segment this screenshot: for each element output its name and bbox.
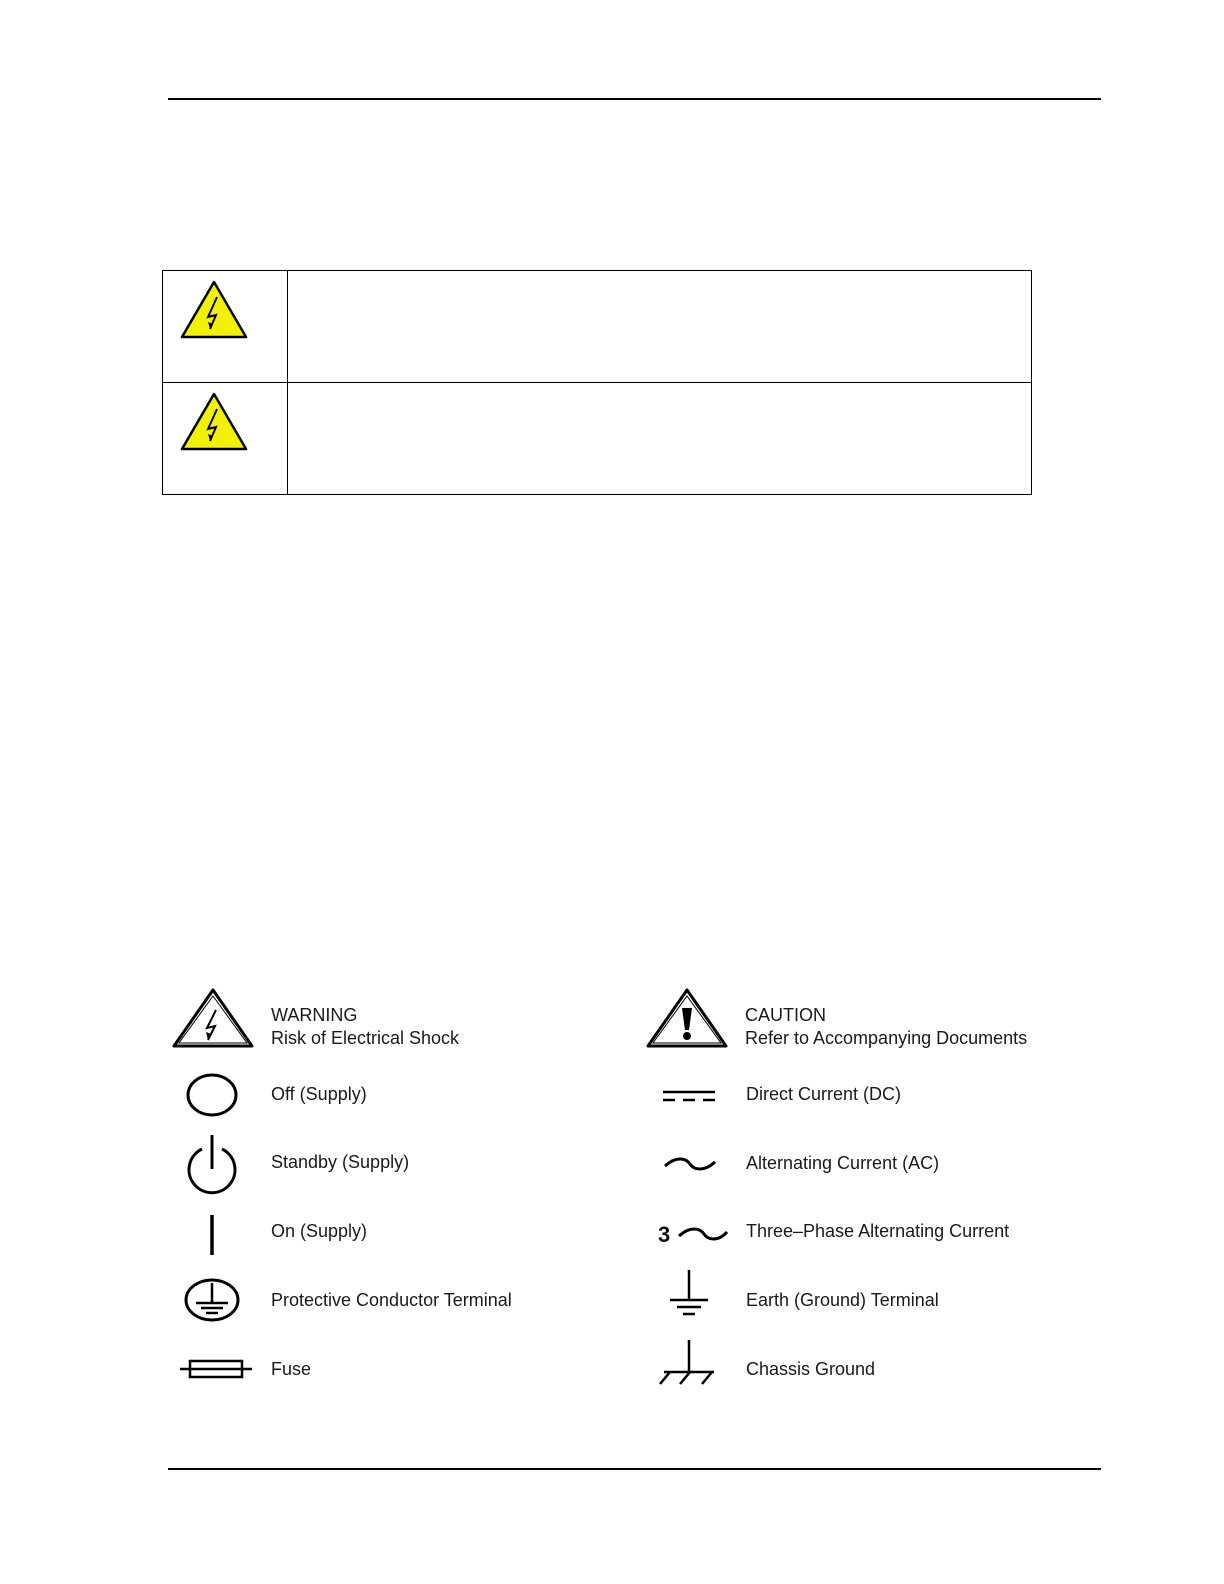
protective-conductor-label: Protective Conductor Terminal [271, 1290, 512, 1310]
caution-heading: CAUTION [745, 1005, 826, 1025]
table-icon-cell [163, 383, 288, 495]
standby-supply-label: Standby (Supply) [271, 1152, 410, 1172]
caution-description: Refer to Accompanying Documents [745, 1028, 1028, 1048]
fuse-label: Fuse [271, 1359, 312, 1379]
table-icon-cell [163, 271, 288, 383]
on-supply-icon [200, 1213, 224, 1257]
three-phase-ac-icon [676, 1222, 730, 1246]
alternating-current-label: Alternating Current (AC) [746, 1153, 940, 1173]
alternating-current-icon [662, 1152, 718, 1176]
chassis-ground-label: Chassis Ground [746, 1359, 876, 1379]
table-row [163, 271, 1032, 383]
chassis-ground-icon [656, 1338, 718, 1388]
warning-description: Risk of Electrical Shock [271, 1028, 460, 1048]
table-text-cell [288, 383, 1032, 495]
electrical-shock-warning-icon [170, 986, 256, 1050]
table-row [163, 383, 1032, 495]
electrical-hazard-triangle-icon [179, 279, 249, 341]
warning-heading: WARNING [271, 1005, 358, 1025]
protective-conductor-terminal-icon [182, 1277, 242, 1323]
off-supply-label: Off (Supply) [271, 1084, 367, 1104]
standby-supply-icon [184, 1131, 240, 1197]
fuse-icon [178, 1356, 254, 1382]
three-phase-number: 3 [658, 1222, 671, 1247]
direct-current-label: Direct Current (DC) [746, 1084, 902, 1104]
three-phase-label: Three–Phase Alternating Current [746, 1221, 1010, 1241]
direct-current-icon [660, 1084, 718, 1108]
caution-exclamation-icon [644, 986, 730, 1050]
footer-rule [168, 1468, 1101, 1470]
on-supply-label: On (Supply) [271, 1221, 368, 1241]
earth-ground-label: Earth (Ground) Terminal [746, 1290, 939, 1310]
earth-ground-terminal-icon [666, 1268, 712, 1318]
electrical-hazard-triangle-icon [179, 391, 249, 453]
table-text-cell [288, 271, 1032, 383]
header-rule [168, 98, 1101, 100]
off-supply-icon [184, 1071, 240, 1119]
safety-warning-table [162, 270, 1032, 495]
